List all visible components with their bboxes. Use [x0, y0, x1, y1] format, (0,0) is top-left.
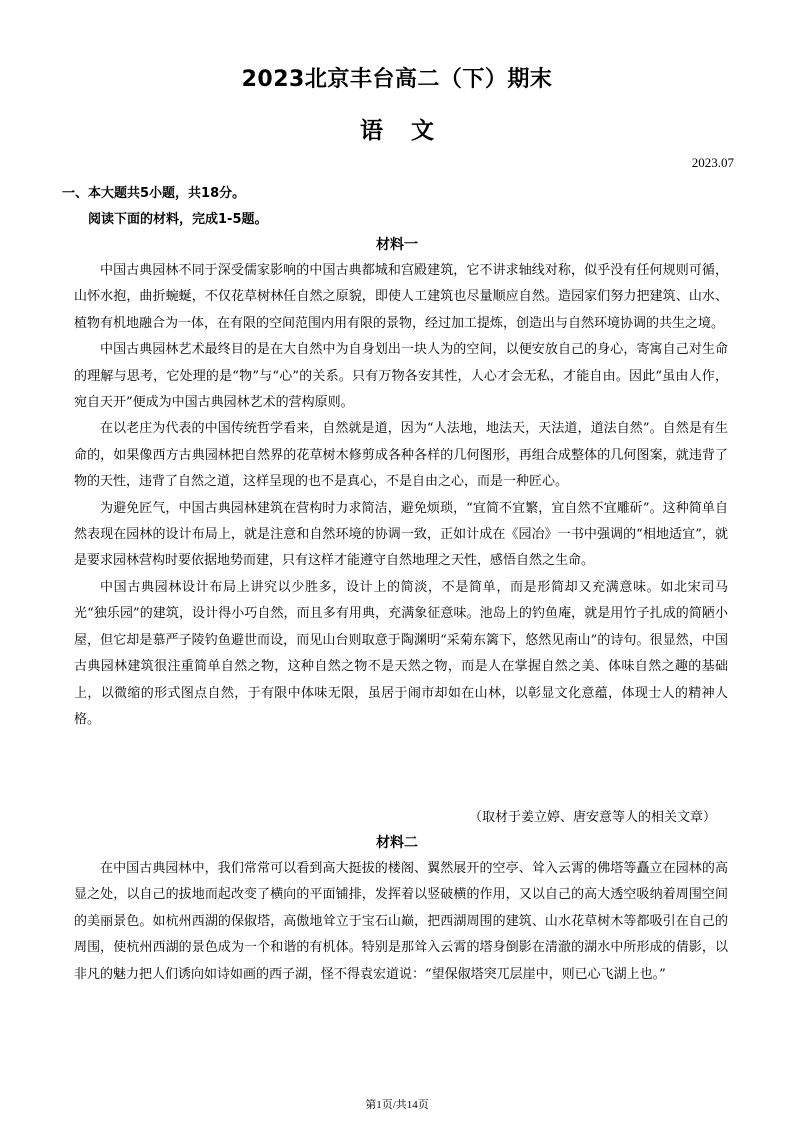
- material-1-paragraph: 在以老庄为代表的中国传统哲学看来，自然就是道，因为“人法地，地法天，天法道，道法自然”。自然是有生命的，如果像西方古典园林把自然界的花草树木修剪成各种各样的几何图形，再组合成整体的几何图案，就违背了物的天性，违背了自然之道，这样呈现的也不是真心，不是自由之心，而是一种匠心。: [74, 421, 728, 490]
- material-1-paragraph: 中国古典园林设计布局上讲究以少胜多，设计上的简淡，不是简单，而是形简却又充满意味。如北宋司马光“独乐园”的建筑，设计得小巧自然，而且多有用典，充满象征意味。池岛上的钓鱼庵，就是用竹子扎成的简陋小屋，但它却是慕严子陵钓鱼避世而设，而见山台则取意于陶渊明“采菊东篱下，悠然见南山”的诗句。很显然，中国古典园林建筑很注重简单自然之物，这种自然之物不是天然之物，而是人在掌握自然之美、体味自然之趣的基础上，以微缩的形式图点自然，于有限中体味无限，虽居于闹市却如在山林，以彰显文化意蕴，体现士人的精神人格。: [74, 579, 728, 727]
- material-1-body: [74, 258, 728, 733]
- page-number: 第1页/共14页: [365, 1099, 429, 1111]
- exam-title: 2023北京丰台高二（下）期末: [241, 67, 553, 92]
- material-1-paragraph: 为避免匠气，中国古典园林建筑在营构时力求简洁，避免烦琐，“宜简不宜繁，宜自然不宜雕斫”。这种简单自然表现在园林的设计布局上，就是注意和自然环境的协调一致，正如计成在《园冶》一书中强调的“相地适宜”，就是要求园林营构时要依据地势而建，只有这样才能遵守自然地理之天性，感悟自然之生命。: [74, 500, 728, 569]
- section-heading: 一、本大题共5小题，共18分。: [62, 186, 246, 201]
- material-1-heading: 材料一: [376, 237, 418, 253]
- material-1-paragraph: 中国古典园林不同于深受儒家影响的中国古典都城和宫殿建筑，它不讲求轴线对称，似乎没有任何规则可循，山怀水抱，曲折蜿蜒，不仅花草树林任自然之原貌，即使人工建筑也尽量顺应自然。造园家们努力把建筑、山水、植物有机地融合为一体，在有限的空间范围内用有限的景物，经过加工提炼，创造出与自然环境协调的共生之境。: [74, 263, 728, 331]
- exam-date: 2023.07: [691, 155, 734, 170]
- material-1-source: （取材于姜立婷、唐安意等人的相关文章）: [468, 810, 716, 825]
- material-2-heading: 材料二: [376, 835, 418, 851]
- material-2-paragraph: 在中国古典园林中，我们常常可以看到高大挺拔的楼阁、翼然展开的空亭、耸入云霄的佛塔等矗立在园林的高显之处，以自己的拔地而起改变了横向的平面铺排，发挥着以竖破横的作用，又以自己的高大透空吸纳着周围空间的美丽景色。如杭州西湖的保俶塔，高傲地耸立于宝石山巅，把西湖周围的建筑、山水花草树木等都吸引在自己的周围，使杭州西湖的景色成为一个和谐的有机体。特别是那耸入云霄的塔身倒影在清澈的湖水中所形成的倩影，以非凡的魅力把人们诱向如诗如画的西子湖，怪不得袁宏道说：“望保俶塔突兀层崖中，则已心飞湖上也。”: [74, 861, 728, 982]
- material-1-paragraph: 中国古典园林艺术最终目的是在大自然中为自身划出一块人为的空间，以便安放自己的身心，寄寓自己对生命的理解与思考，它处理的是“物”与“心”的关系。只有万物各安其性，人心才会无私，才能自由。因此“虽由人作，宛自天开”便成为中国古典园林艺术的营构原则。: [74, 342, 728, 411]
- material-2-body: [74, 856, 728, 988]
- section-instruction: 阅读下面的材料，完成1-5题。: [88, 212, 268, 227]
- subject-title: 语文: [360, 118, 462, 144]
